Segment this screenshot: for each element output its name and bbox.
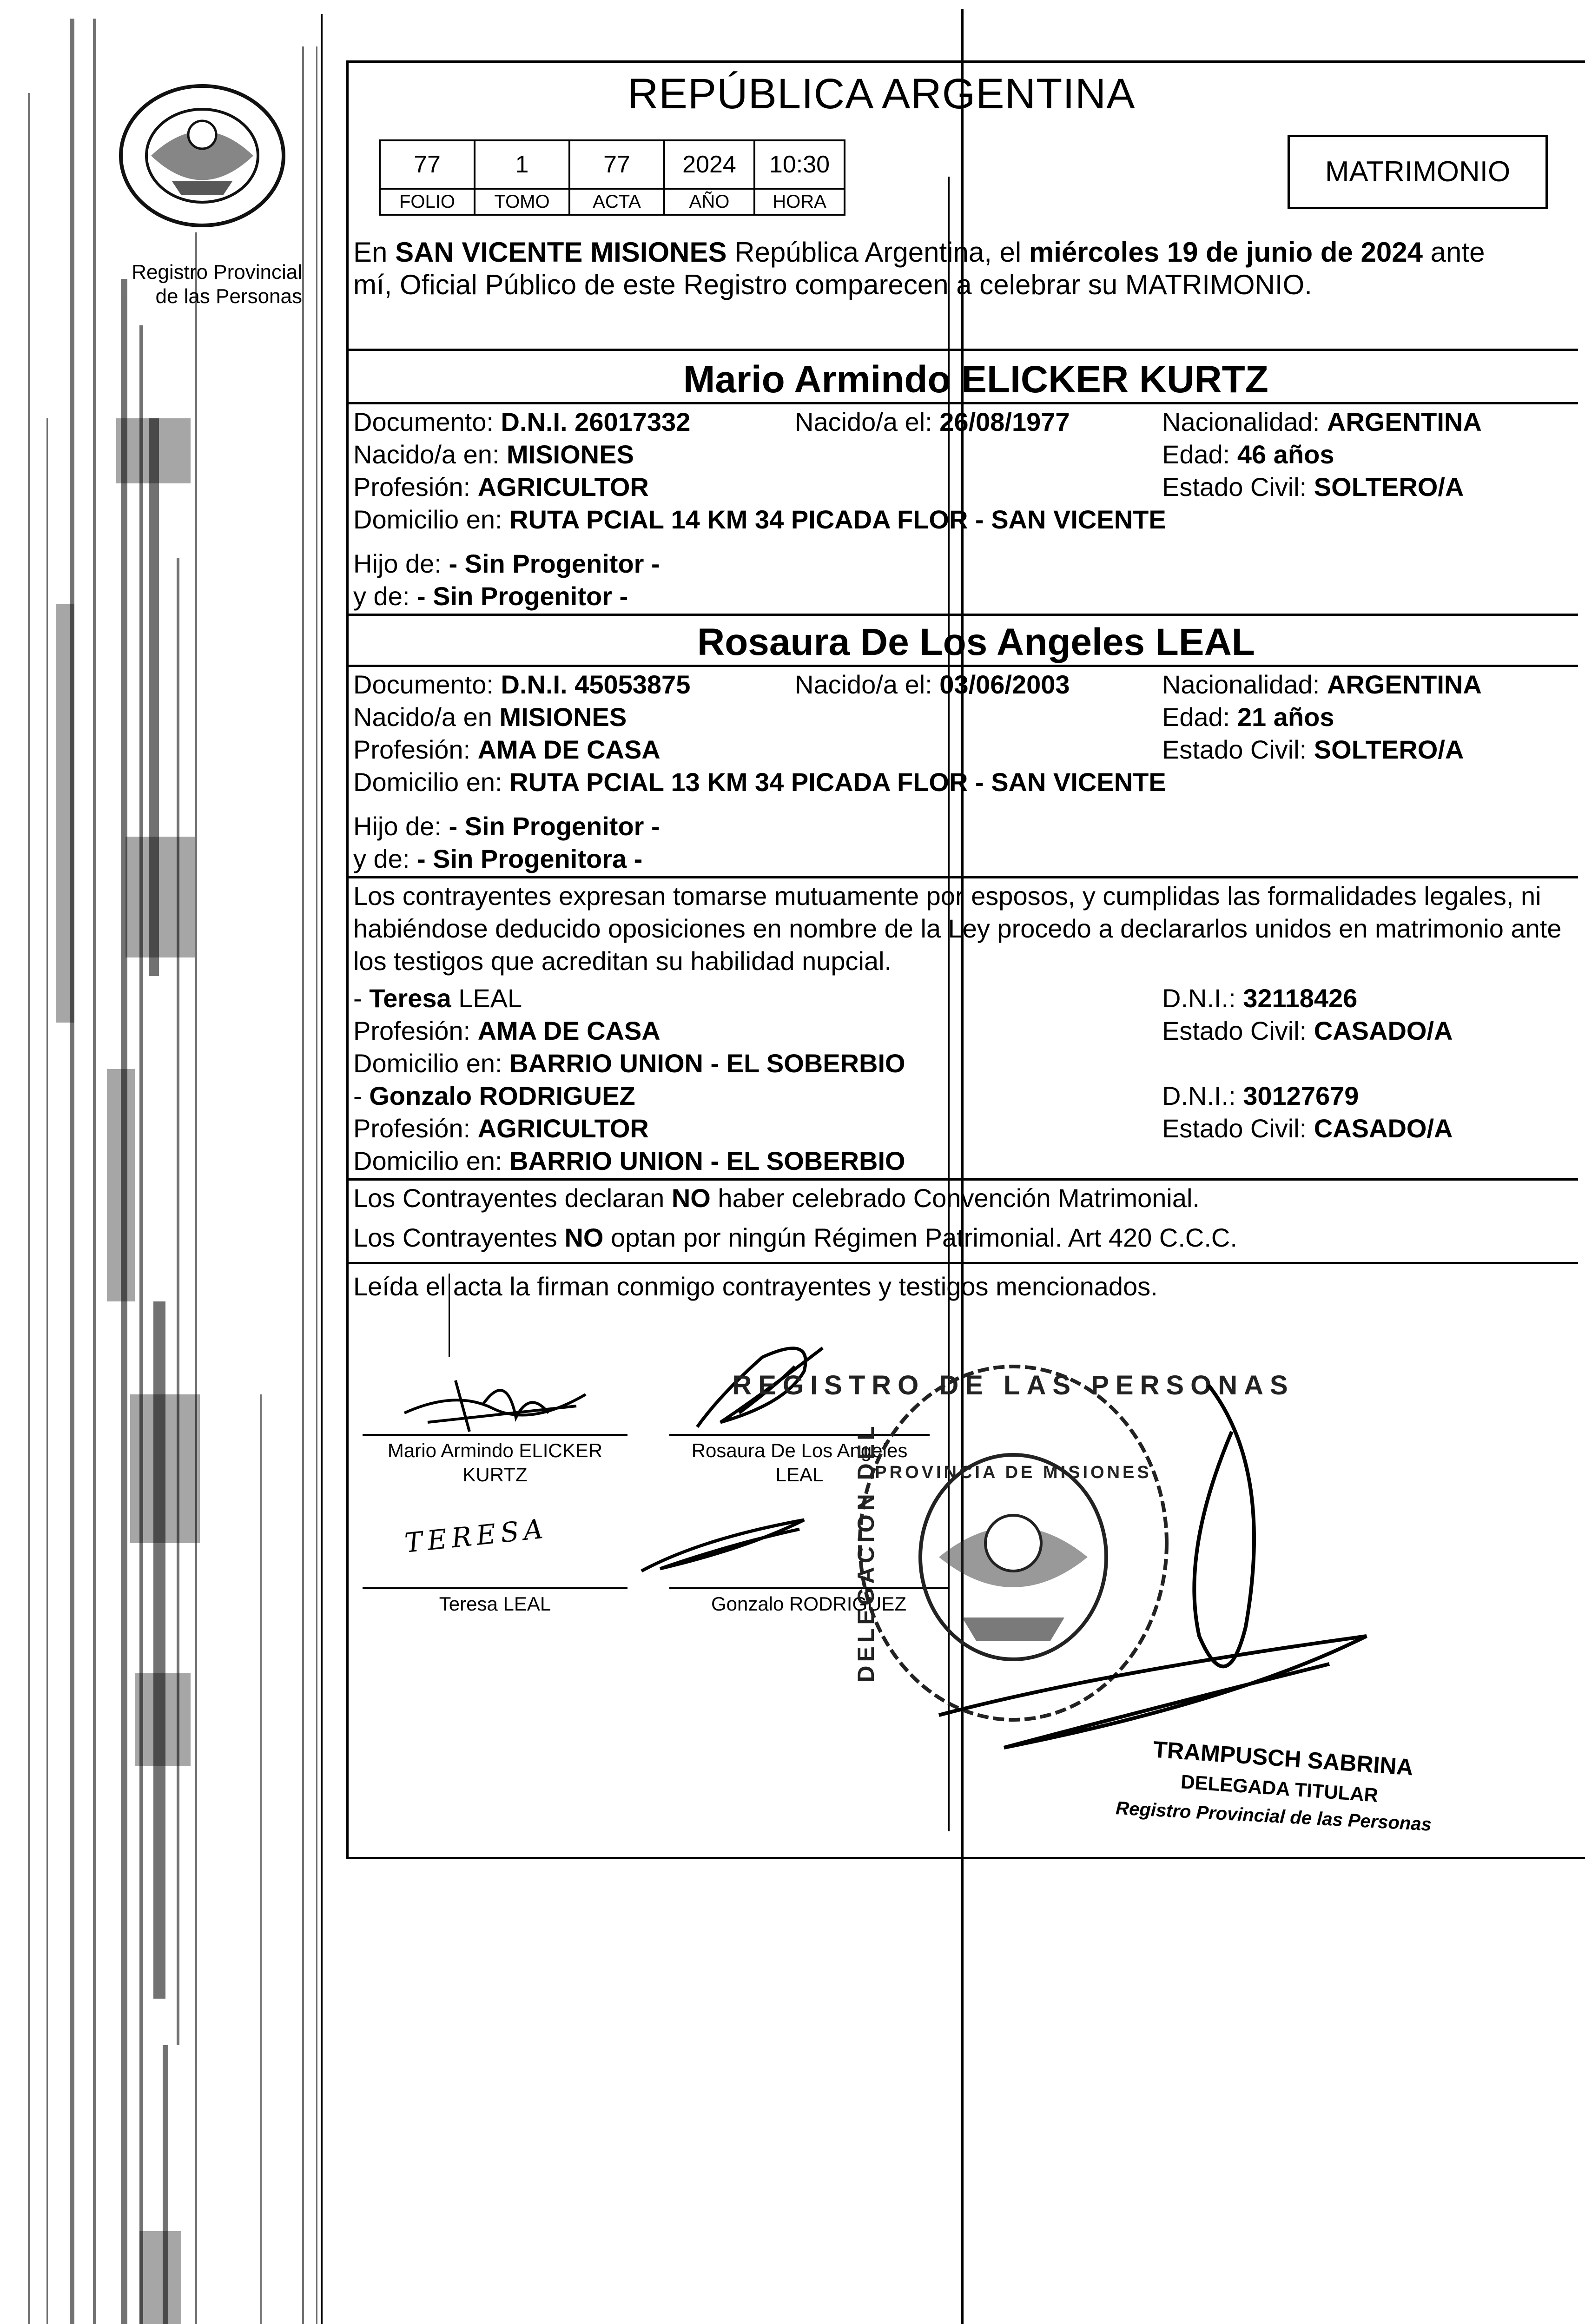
signature-mario — [400, 1362, 595, 1441]
signature-gonzalo — [632, 1511, 818, 1580]
divider — [346, 1178, 1578, 1181]
provincial-emblem-icon — [116, 79, 288, 232]
spouse1-mother: y de: - Sin Progenitor - — [353, 581, 628, 611]
tomo-label: TOMO — [475, 189, 569, 215]
spouse1-address: Domicilio en: RUTA PCIAL 14 KM 34 PICADA FLOR - SAN VICENTE — [353, 505, 1166, 534]
signature-caption-mario: Mario Armindo ELICKER KURTZ — [387, 1439, 603, 1486]
tomo-value: 1 — [475, 140, 569, 189]
hour-label: HORA — [754, 189, 845, 215]
regime-line-2: Los Contrayentes NO optan por ningún Régimen Patrimonial. Art 420 C.C.C. — [353, 1223, 1237, 1252]
declaration-line-2: habiéndose deducido oposiciones en nombre de la Ley procedo a declararlos unidos en matrimonio ante — [353, 914, 1562, 943]
official-role: DELEGADA TITULAR — [1180, 1770, 1379, 1806]
witness1-address: Domicilio en: BARRIO UNION - EL SOBERBIO — [353, 1049, 905, 1078]
spouse1-name: Mario Armindo ELICKER KURTZ — [683, 358, 1268, 401]
folio-label: FOLIO — [380, 189, 475, 215]
divider — [346, 614, 1578, 616]
spouse1-birthdate: Nacido/a el: 26/08/1977 — [795, 407, 1070, 436]
spouse1-father: Hijo de: - Sin Progenitor - — [353, 549, 660, 578]
spouse2-nationality: Nacionalidad: ARGENTINA — [1162, 670, 1482, 699]
witness1-dni: D.N.I.: 32118426 — [1162, 984, 1358, 1013]
witness1-name: - Teresa LEAL — [353, 984, 522, 1013]
acta-value: 77 — [569, 140, 664, 189]
signature-caption-gonzalo: Gonzalo RODRIGUEZ — [711, 1593, 907, 1615]
declaration-line-3: los testigos que acreditan su habilidad nupcial. — [353, 946, 892, 976]
spouse2-civil-status: Estado Civil: SOLTERO/A — [1162, 735, 1464, 764]
divider — [346, 402, 1578, 404]
registry-label: Registro Provincial de las Personas — [132, 261, 302, 308]
spouse2-profession: Profesión: AMA DE CASA — [353, 735, 660, 764]
page-title: REPÚBLICA ARGENTINA — [627, 70, 1136, 118]
signature-line-1 — [363, 1434, 627, 1436]
year-label: AÑO — [664, 189, 754, 215]
spouse2-birthdate: Nacido/a el: 03/06/2003 — [795, 670, 1070, 699]
witness1-civil-status: Estado Civil: CASADO/A — [1162, 1016, 1453, 1045]
divider — [346, 876, 1578, 878]
official-name: TRAMPUSCH SABRINA — [1152, 1736, 1414, 1781]
signature-official — [911, 1376, 1385, 1766]
regime-line-1: Los Contrayentes declaran NO haber celebrado Convención Matrimonial. — [353, 1183, 1200, 1213]
spouse1-civil-status: Estado Civil: SOLTERO/A — [1162, 472, 1464, 502]
act-type-box: MATRIMONIO — [1288, 135, 1548, 209]
folio-value: 77 — [380, 140, 475, 189]
spouse1-age: Edad: 46 años — [1162, 440, 1334, 469]
official-org: Registro Provincial de las Personas — [1115, 1798, 1432, 1835]
act-reference-table — [379, 139, 845, 216]
declaration-line-1: Los contrayentes expresan tomarse mutuamente por esposos, y cumplidas las formalidades legales, ni — [353, 881, 1541, 911]
spouse1-birthplace: Nacido/a en: MISIONES — [353, 440, 634, 469]
closing-line: Leída el acta la firman conmigo contrayentes y testigos mencionados. — [353, 1272, 1158, 1301]
spouse2-address: Domicilio en: RUTA PCIAL 13 KM 34 PICADA FLOR - SAN VICENTE — [353, 767, 1166, 797]
scan-noise — [0, 0, 325, 2324]
intro-line-1: En SAN VICENTE MISIONES República Argentina, el miércoles 19 de junio de 2024 ante — [353, 237, 1485, 268]
signature-caption-rosaura: Rosaura De Los Angeles LEAL — [691, 1439, 908, 1486]
intro-line-2: mí, Oficial Público de este Registro comparecen a celebrar su MATRIMONIO. — [353, 269, 1312, 300]
divider — [346, 349, 1578, 351]
spouse2-age: Edad: 21 años — [1162, 702, 1334, 732]
spouse2-father: Hijo de: - Sin Progenitor - — [353, 812, 660, 841]
spouse1-profession: Profesión: AGRICULTOR — [353, 472, 649, 502]
spouse2-document: Documento: D.N.I. 45053875 — [353, 670, 691, 699]
witness2-civil-status: Estado Civil: CASADO/A — [1162, 1114, 1453, 1143]
stamp-left-text: DELEGACION DEL — [853, 1422, 879, 1683]
witness1-profession: Profesión: AMA DE CASA — [353, 1016, 660, 1045]
scan-line-left — [321, 14, 323, 2324]
spouse2-birthplace: Nacido/a en MISIONES — [353, 702, 627, 732]
year-value: 2024 — [664, 140, 754, 189]
hour-value: 10:30 — [754, 140, 845, 189]
signature-caption-teresa: Teresa LEAL — [439, 1593, 551, 1615]
divider — [346, 1262, 1578, 1264]
spouse2-name: Rosaura De Los Angeles LEAL — [697, 621, 1255, 663]
acta-label: ACTA — [569, 189, 664, 215]
witness2-dni: D.N.I.: 30127679 — [1162, 1081, 1359, 1110]
witness2-address: Domicilio en: BARRIO UNION - EL SOBERBIO — [353, 1146, 905, 1175]
stamp-outer-text: REGISTRO DE LAS PERSONAS — [732, 1370, 1294, 1400]
spouse2-mother: y de: - Sin Progenitora - — [353, 844, 643, 873]
spouse1-document: Documento: D.N.I. 26017332 — [353, 407, 691, 436]
spouse1-nationality: Nacionalidad: ARGENTINA — [1162, 407, 1482, 436]
divider — [346, 665, 1578, 667]
signature-line-3 — [363, 1587, 627, 1589]
witness2-name: - Gonzalo RODRIGUEZ — [353, 1081, 635, 1110]
witness2-profession: Profesión: AGRICULTOR — [353, 1114, 649, 1143]
signature-teresa: TERESA — [403, 1512, 549, 1559]
stamp-inner-text: PROVINCIA DE MISIONES — [875, 1463, 1152, 1482]
